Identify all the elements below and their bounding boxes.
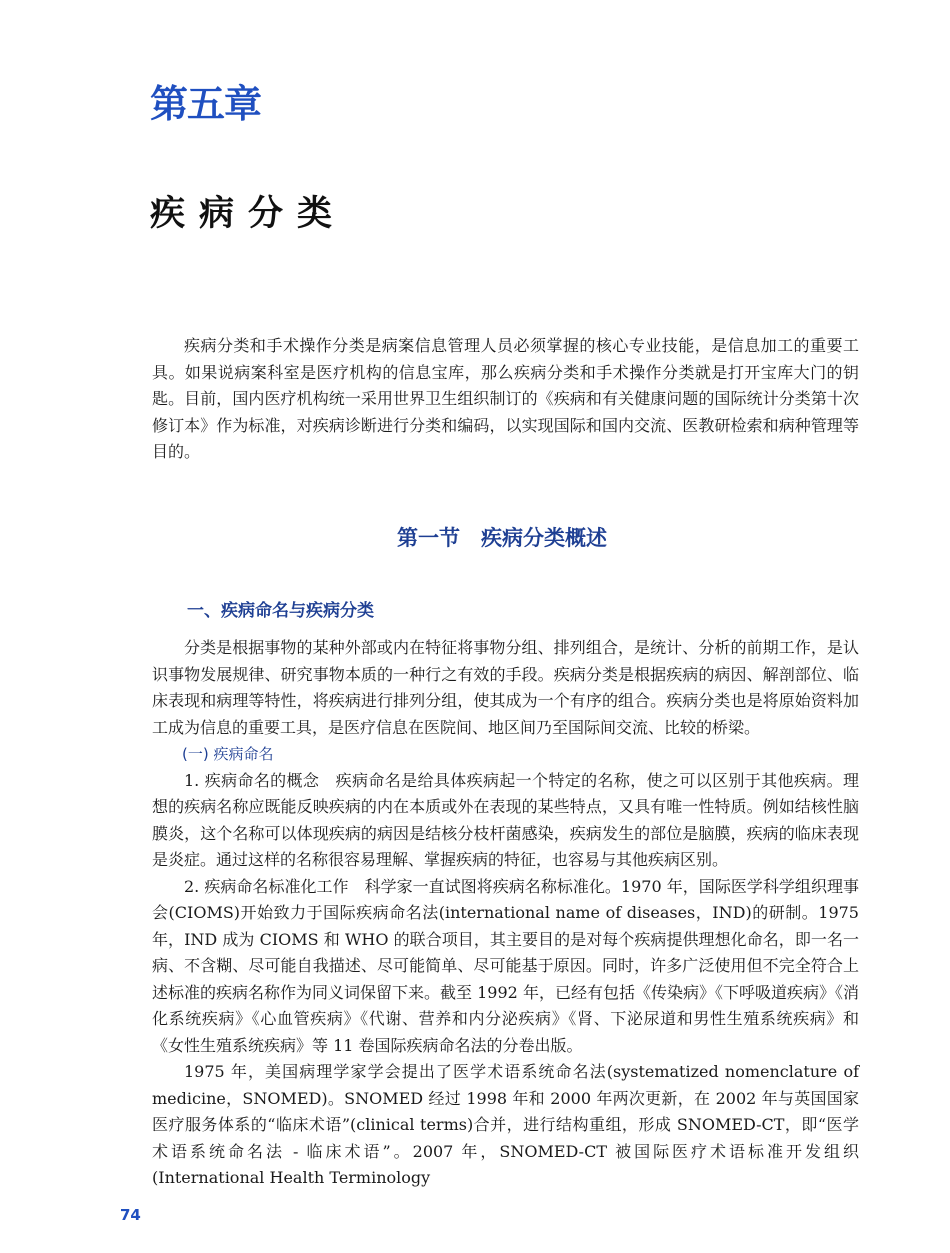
intro-paragraph: 疾病分类和手术操作分类是病案信息管理人员必须掌握的核心专业技能，是信息加工的重要工具。如果说病案科室是医疗机构的信息宝库，那么疾病分类和手术操作分类就是打开宝库大门的钥匙。目前，国内医疗机构统一采用世界卫生组织制订的《疾病和有关健康问题的国际统计分类第十次修订本》作为标准，对疾病诊断进行分类和编码，以实现国际和国内交流、医教研检索和病种管理等目的。 [152, 336, 859, 461]
subsection-title: 一、疾病命名与疾病分类 [187, 601, 374, 621]
paragraph-snomed: 1975 年，美国病理学家学会提出了医学术语系统命名法(systematized nomenclature of medicine，SNOMED)。SNOMED 经过 1998 年和 2000 年两次更新，在 2002 年与英国国家医疗服务体系的“临床术语”(clinical terms)合并，进行结构重组，形成 SNOMED-CT，即“医学术语系统命名法 - 临床术语”。2007 年，SNOMED-CT 被国际医疗术语标准开发组织(International Health Terminology [152, 1062, 859, 1187]
paragraph-standardization: 2. 疾病命名标准化工作 科学家一直试图将疾病名称标准化。1970 年，国际医学科学组织理事会(CIOMS)开始致力于国际疾病命名法(international name of diseases，IND)的研制。1975 年，IND 成为 CIOMS 和 WHO 的联合项目，其主要目的是对每个疾病提供理想化命名，即一名一病、不含糊、尽可能自我描述、尽可能简单、尽可能基于原因。同时，许多广泛使用但不完全符合上述标准的疾病名称作为同义词保留下来。截至 1992 年，已经有包括《传染病》《下呼吸道疾病》《消化系统疾病》《心血管疾病》《代谢、营养和内分泌疾病》《肾、下泌尿道和男性生殖系统疾病》和《女性生殖系统疾病》等 11 卷国际疾病命名法的分卷出版。 [152, 876, 859, 1055]
paragraph-classification: 分类是根据事物的某种外部或内在特征将事物分组、排列组合，是统计、分析的前期工作，是认识事物发展规律、研究事物本质的一种行之有效的手段。疾病分类是根据疾病的病因、解剖部位、临床表现和病理等特性，将疾病进行排列分组，使其成为一个有序的组合。疾病分类也是将原始资料加工成为信息的重要工具，是医疗信息在医院间、地区间乃至国际间交流、比较的桥梁。 [152, 638, 859, 737]
minor-heading-disease-naming: (一) 疾病命名 [182, 745, 274, 763]
intro-block [152, 333, 859, 466]
chapter-title: 疾病分类 [150, 194, 347, 234]
body-block [152, 635, 859, 1192]
section-title: 第一节 疾病分类概述 [397, 526, 607, 550]
chapter-label: 第五章 [150, 82, 262, 126]
page-number: 74 [120, 1206, 141, 1224]
paragraph-naming-concept: 1. 疾病命名的概念 疾病命名是给具体疾病起一个特定的名称，使之可以区别于其他疾病。理想的疾病名称应既能反映疾病的内在本质或外在表现的某些特点，又具有唯一性特质。例如结核性脑膜炎，这个名称可以体现疾病的病因是结核分枝杆菌感染，疾病发生的部位是脑膜，疾病的临床表现是炎症。通过这样的名称很容易理解、掌握疾病的特征，也容易与其他疾病区别。 [152, 770, 859, 869]
